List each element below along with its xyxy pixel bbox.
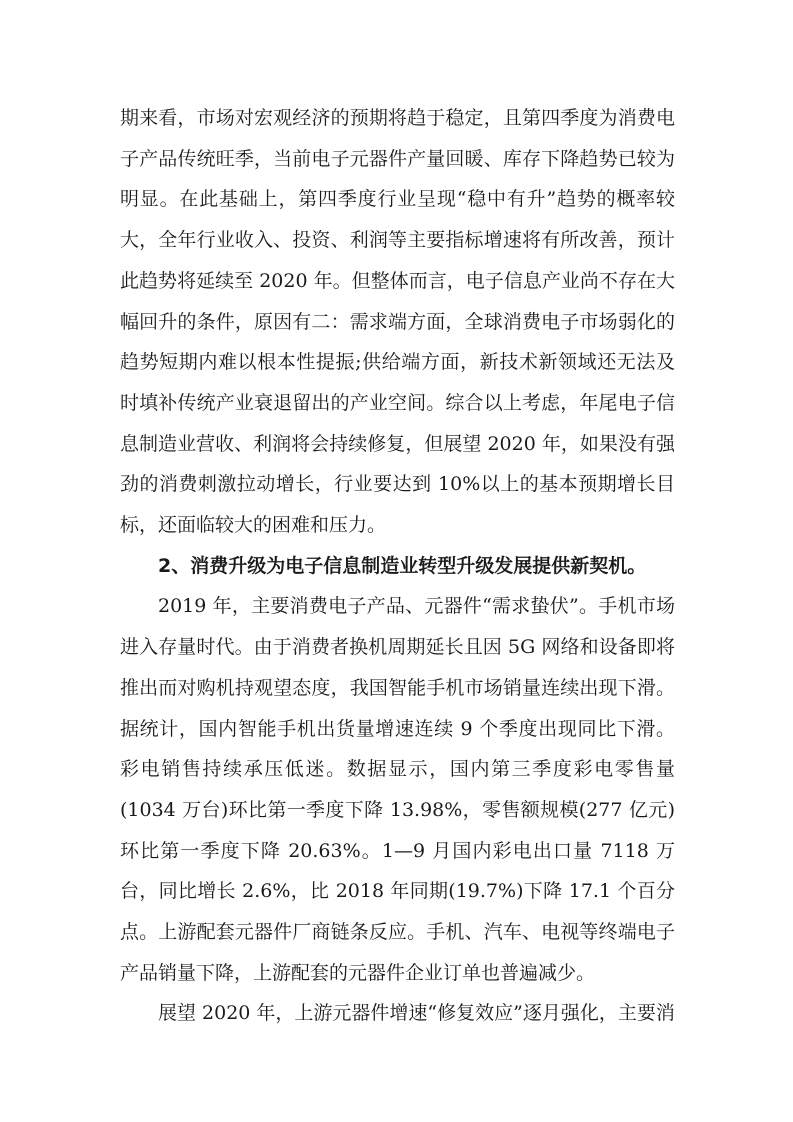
document-body [120, 98, 675, 1034]
paragraph-2020-outlook: 展望 2020 年，上游元器件增速“修复效应”逐月强化，主要消 [158, 1002, 675, 1025]
paragraph-demand-dormant: 2019 年，主要消费电子产品、元器件“需求蛰伏”。手机市场进入存量时代。由于消费者换机周期延长且因 5G 网络和设备即将推出而对购机持观望态度，我国智能手机市场销量连续出现下滑。据统计，国内智能手机出货量增速连续 9 个季度出现同比下滑。彩电销售持续承压低迷。数据显示，国内第三季度彩电零售量(1034 万台)环比第一季度下降 13.98%，零售额规模(277 亿元)环比第一季度下降 20.63%。1—9 月国内彩电出口量 7118 万台，同比增长 2.6%，比 2018 年同期(19.7%)下降 17.1 个百分点。上游配套元器件厂商链条反应。手机、汽车、电视等终端电子产品销量下降，上游配套的元器件企业订单也普遍减少。 [120, 595, 675, 984]
paragraph-outlook-continuation: 期来看，市场对宏观经济的预期将趋于稳定，且第四季度为消费电子产品传统旺季，当前电子元器件产量回暖、库存下降趋势已较为明显。在此基础上，第四季度行业呈现“稳中有升”趋势的概率较大，全年行业收入、投资、利润等主要指标增速将有所改善，预计此趋势将延续至 2020 年。但整体而言，电子信息产业尚不存在大幅回升的条件，原因有二：需求端方面，全球消费电子市场弱化的趋势短期内难以根本性提振;供给端方面，新技术新领域还无法及时填补传统产业衰退留出的产业空间。综合以上考虑，年尾电子信息制造业营收、利润将会持续修复，但展望 2020 年，如果没有强劲的消费刺激拉动增长，行业要达到 10%以上的基本预期增长目标，还面临较大的困难和压力。 [120, 107, 675, 537]
section-heading-consumption-upgrade: 2、消费升级为电子信息制造业转型升级发展提供新契机。 [158, 554, 647, 577]
